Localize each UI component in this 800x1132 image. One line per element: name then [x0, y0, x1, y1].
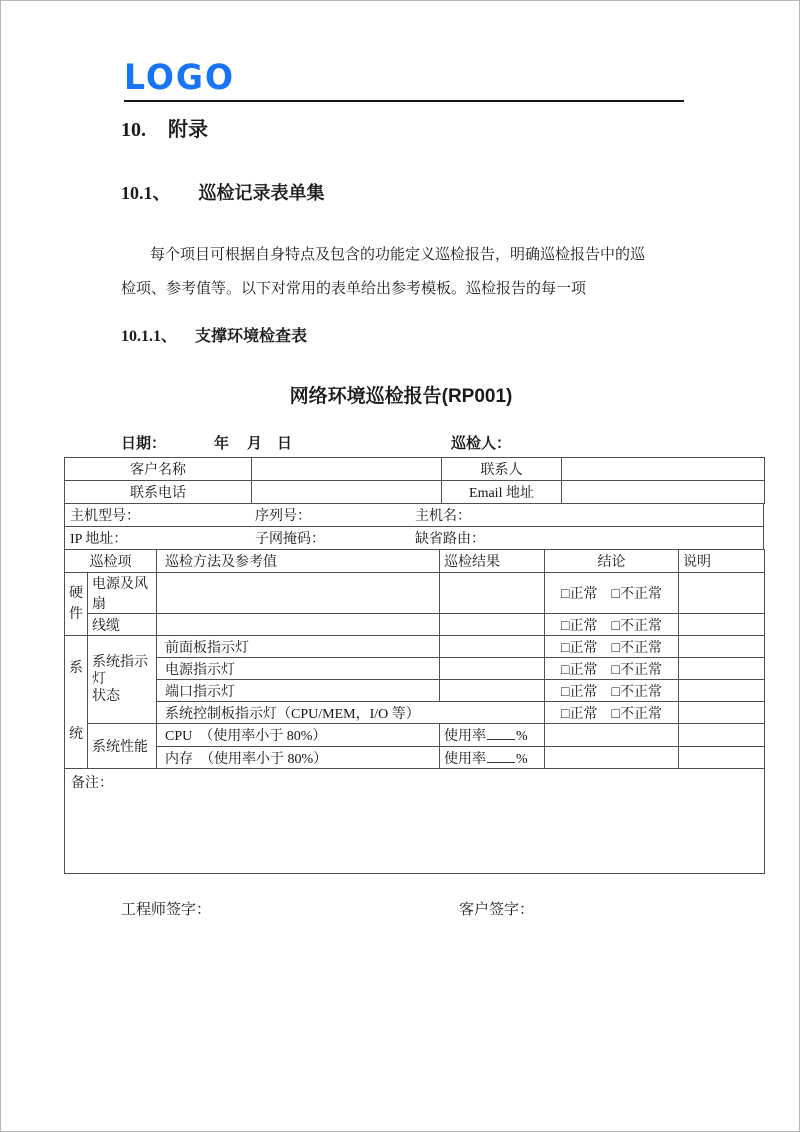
result-field[interactable]	[440, 658, 545, 680]
year-label: 年	[214, 436, 230, 452]
conclusion-checkboxes[interactable]: □正常 □不正常	[545, 573, 679, 614]
day-label: 日	[277, 436, 293, 452]
table-row	[65, 481, 765, 504]
result-field[interactable]	[440, 573, 545, 614]
result-field[interactable]	[440, 636, 545, 658]
item-memory: 内存 （使用率小于 80%）	[157, 747, 440, 769]
usage-suffix: %	[516, 751, 528, 767]
section-title: 支撑环境检查表	[195, 328, 308, 345]
usage-blank-line[interactable]	[487, 749, 515, 763]
item-cpu: CPU （使用率小于 80%）	[157, 724, 440, 747]
table-row	[65, 724, 765, 747]
ip-label: IP 地址：	[70, 532, 128, 547]
host-info-table	[64, 503, 764, 550]
header-result: 巡检结果	[440, 550, 545, 573]
date-label: 日期：	[121, 436, 167, 452]
table-header-row	[65, 550, 765, 573]
group-label-system: 系统	[65, 636, 88, 769]
table-row	[65, 702, 765, 724]
date-inspector-line	[64, 432, 764, 454]
contact-field[interactable]	[562, 458, 765, 481]
paragraph-line: 每个项目可根据自身特点及包含的功能定义巡检报告，明确巡检报告中的巡	[150, 247, 646, 263]
engineer-signature-label: 工程师签字：	[121, 902, 212, 918]
item-power-led: 电源指示灯	[157, 658, 440, 680]
table-row	[65, 636, 765, 658]
remark-area[interactable]	[65, 769, 765, 874]
host-info-row[interactable]	[65, 504, 764, 527]
table-row	[65, 504, 764, 527]
note-field[interactable]	[679, 573, 765, 614]
note-field[interactable]	[679, 614, 765, 636]
conclusion-checkboxes[interactable]: □正常 □不正常	[545, 614, 679, 636]
conclusion-checkboxes[interactable]: □正常 □不正常	[545, 636, 679, 658]
cpu-usage-result[interactable]	[440, 724, 545, 747]
note-field[interactable]	[679, 724, 765, 747]
header-note: 说明	[679, 550, 765, 573]
table-row	[65, 747, 765, 769]
section-heading-10-1-1	[121, 323, 307, 346]
paragraph-line: 检项、参考值等。以下对常用的表单给出参考模板。巡检报告的每一项	[121, 281, 587, 297]
report-form	[64, 457, 764, 874]
section-heading-10-1	[121, 179, 325, 205]
conclusion-field[interactable]	[545, 724, 679, 747]
customer-signature-label: 客户签字：	[459, 902, 535, 918]
conclusion-checkboxes[interactable]: □正常 □不正常	[545, 702, 679, 724]
usage-blank-line[interactable]	[487, 726, 515, 740]
item-port-led: 端口指示灯	[157, 680, 440, 702]
table-row	[65, 458, 765, 481]
serial-label: 序列号：	[255, 509, 311, 524]
note-field[interactable]	[679, 702, 765, 724]
conclusion-field[interactable]	[545, 747, 679, 769]
subnet-mask-label: 子网掩码：	[255, 532, 325, 547]
network-info-row[interactable]	[65, 527, 764, 550]
conclusion-checkboxes[interactable]: □正常 □不正常	[545, 658, 679, 680]
group-label-hardware: 硬件	[65, 573, 88, 636]
usage-prefix: 使用率	[444, 751, 486, 767]
table-row	[65, 573, 765, 614]
indicator-label-line1: 系统指示灯	[92, 655, 148, 687]
company-logo: LOGO	[124, 57, 236, 98]
result-field[interactable]	[440, 614, 545, 636]
item-power-fan: 电源及风扇	[88, 573, 157, 614]
phone-field[interactable]	[252, 481, 442, 504]
contact-label: 联系人	[442, 458, 562, 481]
header-method: 巡检方法及参考值	[157, 550, 440, 573]
intro-paragraph	[121, 238, 689, 306]
method-field[interactable]	[157, 573, 440, 614]
table-row	[65, 614, 765, 636]
table-row	[65, 769, 765, 874]
email-label: Email 地址	[442, 481, 562, 504]
header-divider	[124, 100, 684, 102]
note-field[interactable]	[679, 680, 765, 702]
note-field[interactable]	[679, 747, 765, 769]
section-number: 10.1、	[121, 183, 171, 203]
usage-prefix: 使用率	[444, 729, 486, 744]
hostname-label: 主机名：	[415, 509, 471, 524]
memory-usage-result[interactable]	[440, 747, 545, 769]
method-field[interactable]	[157, 614, 440, 636]
inspection-items-table	[64, 549, 765, 874]
usage-suffix: %	[516, 729, 528, 744]
phone-label: 联系电话	[65, 481, 252, 504]
item-cable: 线缆	[88, 614, 157, 636]
note-field[interactable]	[679, 658, 765, 680]
section-title: 附录	[168, 119, 208, 141]
table-row	[65, 527, 764, 550]
customer-name-label: 客户名称	[65, 458, 252, 481]
note-field[interactable]	[679, 636, 765, 658]
result-field[interactable]	[440, 680, 545, 702]
customer-name-field[interactable]	[252, 458, 442, 481]
section-number: 10.	[121, 119, 146, 141]
group-label-indicator-status	[88, 636, 157, 724]
section-title: 巡检记录表单集	[198, 183, 325, 203]
remark-label: 备注：	[71, 776, 113, 791]
item-front-panel-led: 前面板指示灯	[157, 636, 440, 658]
section-number: 10.1.1、	[121, 328, 178, 345]
email-field[interactable]	[562, 481, 765, 504]
table-row	[65, 680, 765, 702]
month-label: 月	[247, 436, 263, 452]
table-row	[65, 658, 765, 680]
group-label-performance: 系统性能	[88, 724, 157, 769]
report-title: 网络环境巡检报告(RP001)	[289, 386, 513, 407]
section-heading-10	[121, 113, 208, 142]
item-control-board-led: 系统控制板指示灯（CPU/MEM，I/O 等）	[157, 702, 545, 724]
default-route-label: 缺省路由：	[415, 532, 485, 547]
header-conclusion: 结论	[545, 550, 679, 573]
inspector-label: 巡检人：	[451, 436, 512, 452]
conclusion-checkboxes[interactable]: □正常 □不正常	[545, 680, 679, 702]
host-model-label: 主机型号：	[70, 509, 140, 524]
contact-info-table	[64, 457, 765, 504]
indicator-label-line2: 状态	[92, 689, 120, 704]
header-item: 巡检项	[65, 550, 157, 573]
